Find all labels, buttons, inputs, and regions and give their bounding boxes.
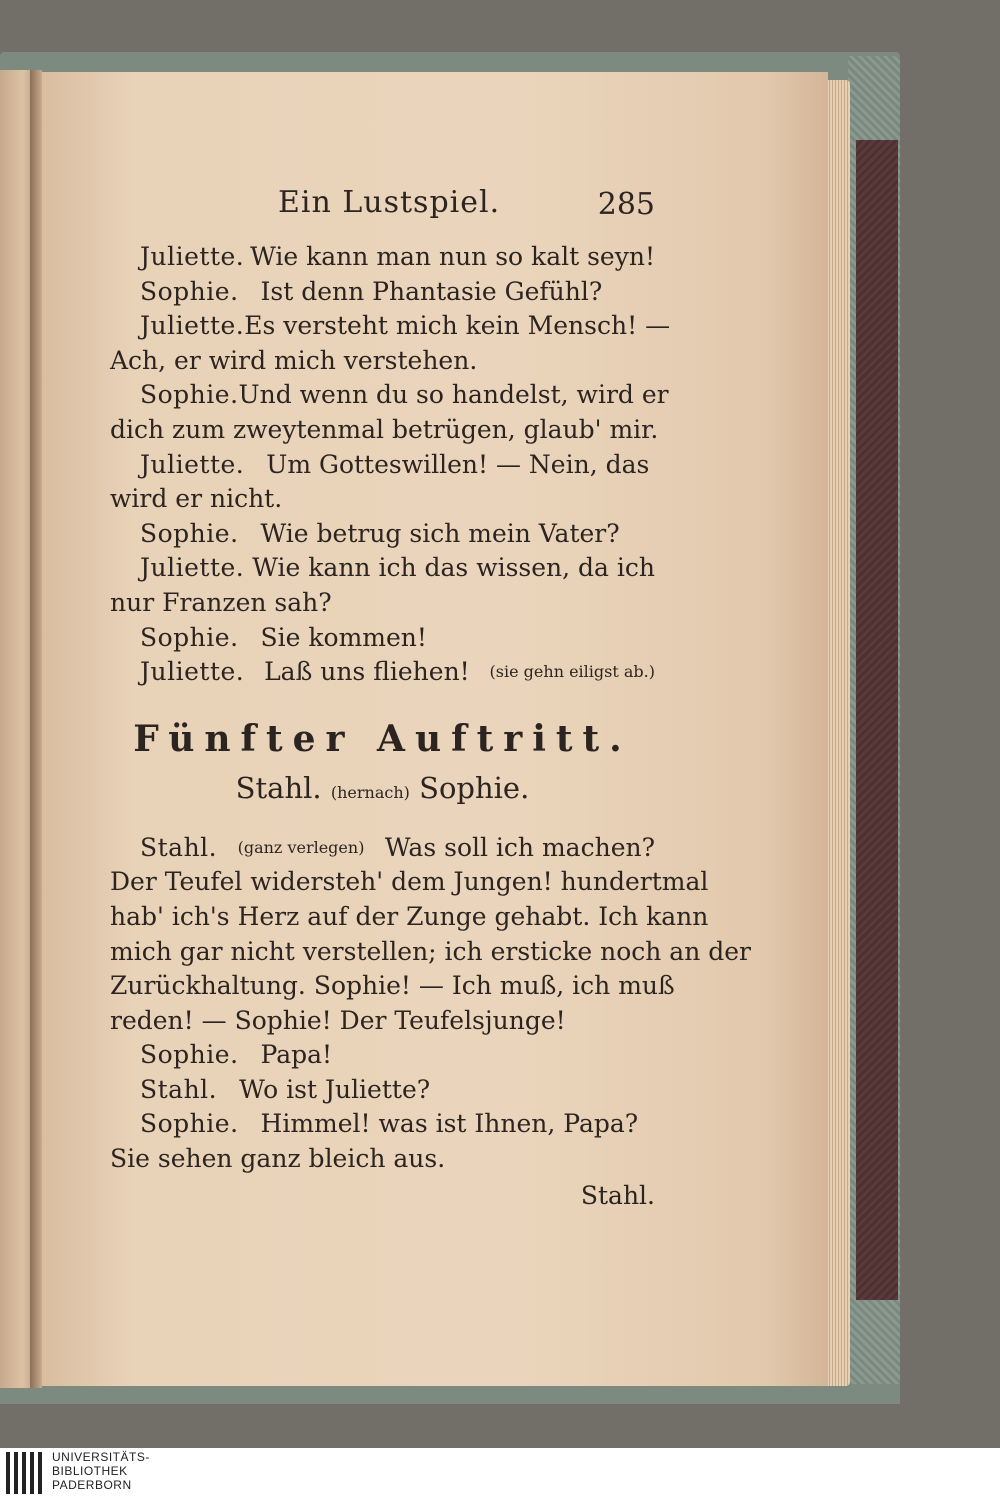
dialogue-line (110, 1004, 655, 1039)
dialogue-line (110, 1142, 655, 1177)
dialogue-line (110, 275, 655, 310)
dialogue-line (110, 413, 659, 448)
speaker: Sophie. (140, 276, 239, 306)
page-number: 285 (597, 187, 655, 222)
speaker: Juliette. (140, 311, 245, 341)
speaker: Stahl. (140, 832, 218, 862)
dialogue-line (110, 831, 655, 866)
library-logo-icon (6, 1452, 46, 1494)
dialogue-line (110, 482, 655, 517)
speech: wird er nicht. (110, 484, 283, 514)
speaker: Juliette. (140, 449, 245, 479)
dialogue-line (110, 1107, 655, 1142)
library-name (52, 1450, 150, 1492)
speech: Wie betrug sich mein Vater? (260, 518, 620, 548)
speaker: Juliette. (140, 553, 245, 583)
speech: Zurückhaltung. Sophie! — Ich muß, ich muß (110, 971, 675, 1001)
library-footer (0, 1448, 1000, 1498)
speech: Wo ist Juliette? (239, 1074, 431, 1104)
dialogue-line (110, 1038, 655, 1073)
dialogue-line (110, 344, 655, 379)
speech: Sie sehen ganz bleich aus. (110, 1144, 446, 1174)
speech: Wie kann ich das wissen, da ich (252, 553, 655, 583)
dialogue-line (110, 969, 675, 1004)
dialogue-line (110, 448, 655, 483)
character-name: Stahl. (235, 770, 322, 805)
speech: Himmel! was ist Ihnen, Papa? (260, 1109, 639, 1139)
page-header (110, 186, 655, 240)
speech: dich zum zweytenmal betrügen, glaub' mir. (110, 414, 659, 444)
scene-title: Fünfter Auftritt. (133, 717, 632, 760)
dialogue-line (110, 378, 669, 413)
speech: hab' ich's Herz auf der Zunge gehabt. Ich kann (110, 901, 709, 931)
speech: Was soll ich machen? (384, 832, 655, 862)
speaker: Sophie. (140, 380, 239, 410)
dialogue-line (110, 240, 655, 275)
spine-leather (856, 140, 898, 1300)
dialogue-line (110, 586, 655, 621)
library-name-line: PADERBORN (52, 1478, 132, 1492)
dialogue-line (110, 621, 655, 656)
speech: Sie kommen! (260, 622, 427, 652)
dialogue-line (110, 655, 655, 690)
speech: Ist denn Phantasie Gefühl? (260, 276, 603, 306)
speaker: Sophie. (140, 518, 239, 548)
dialogue-line (110, 517, 655, 552)
speech: Um Gotteswillen! — Nein, das (266, 449, 650, 479)
speaker: Stahl. (140, 1074, 218, 1104)
speech: Papa! (260, 1040, 333, 1070)
catchword: Stahl. (580, 1180, 655, 1210)
speaker: Juliette. (140, 657, 245, 687)
page-text (110, 185, 752, 1213)
dialogue-line (110, 1073, 655, 1108)
library-name-line: UNIVERSITÄTS- (52, 1450, 150, 1464)
dialogue-line (110, 865, 709, 900)
scene-characters (110, 766, 655, 815)
running-head: Ein Lustspiel. (278, 185, 501, 220)
speech: nur Franzen sah? (110, 587, 332, 617)
dialogue-line (110, 935, 752, 970)
dialogue-line (110, 309, 671, 344)
speech: Es versteht mich kein Mensch! — (244, 311, 671, 341)
speech: mich gar nicht verstellen; ich ersticke noch an der (110, 936, 752, 966)
stage-direction: (sie gehn eiligst ab.) (489, 662, 655, 682)
stage-direction: (ganz verlegen) (237, 837, 365, 857)
library-name-line: BIBLIOTHEK (52, 1464, 128, 1478)
speaker: Sophie. (140, 1040, 239, 1070)
dialogue-line (110, 900, 709, 935)
speech: Wie kann man nun so kalt seyn! (250, 242, 655, 271)
character-name: Sophie. (419, 770, 530, 805)
speech: Der Teufel widersteh' dem Jungen! hundertmal (110, 867, 709, 897)
speaker: Sophie. (140, 1109, 239, 1139)
speaker: Sophie. (140, 622, 239, 652)
speaker: Juliette. (140, 242, 245, 271)
speech: Laß uns fliehen! (264, 657, 470, 687)
speech: Und wenn du so handelst, wird er (238, 380, 669, 410)
book-cover-bottom (0, 1384, 900, 1404)
stage-direction: (hernach) (330, 782, 410, 802)
gutter (30, 70, 42, 1388)
dialogue-line (110, 551, 655, 586)
speech: Ach, er wird mich verstehen. (110, 345, 478, 375)
speech: reden! — Sophie! Der Teufelsjunge! (110, 1005, 566, 1035)
